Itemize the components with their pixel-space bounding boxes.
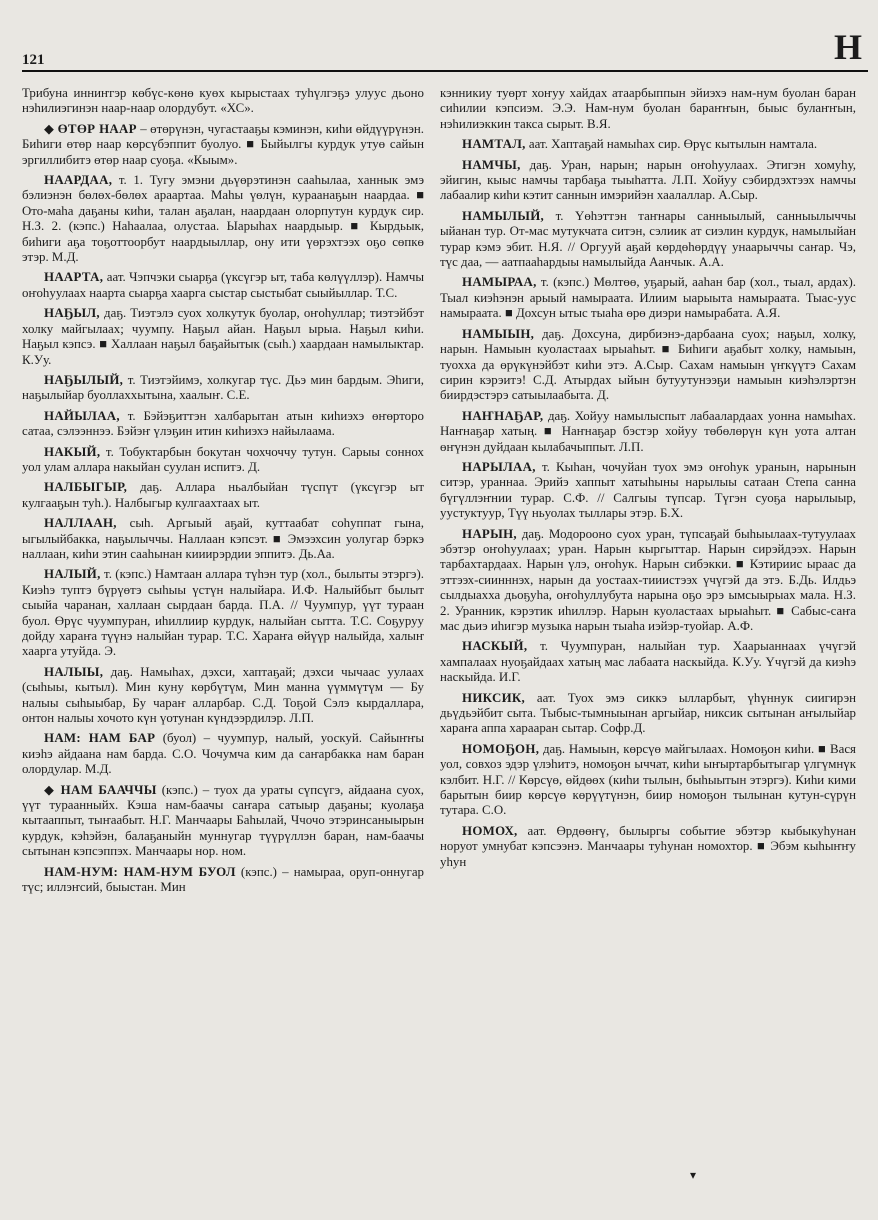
entry-text: даҕ. Хойуу намылыспыт лабаалардаах уонна намыһах. Наҥнаҕар хатың. ■ Наҥнаҕар бэстэр хойуу төбөлөрүн күн уота алтан өҥүнэн дуйдаан кылабачыппыт. Л.П. [440,408,856,454]
entry-text: Трибуна инниҥгэр көбүс-көнө куөх кырыстаах туһүлгэҕэ улуус дьоно нэһилиэгинэн наар-наар олордубут. «ХС». [22,86,424,116]
dictionary-entry [440,158,856,204]
entry-headword: НАҔЫЛ, [44,306,100,321]
dictionary-entry [440,824,856,870]
entry-text: даҕ. Намыын, көрсүө майгылаах. Номоҕон киһи. ■ Вася уол, совхоз эдэр үлэһитэ, номоҕон ыччат, киһи ыҥыртарбытыгар үлгүмнүк кэлбит. Н.Г. // Көрсүө, өйдөөх (киһи тылын, быһыытын этэргэ). Киһи кими барытын биир көрсүө көрүүтүнэн, биир номоҕон тылынан кутун-сүрүн тутара. С.О. [440,741,856,818]
dictionary-entry [22,86,424,117]
diamond-marker-icon: ◆ [44,121,55,136]
dictionary-entry [440,275,856,321]
entry-headword: НАМЧЫ, [462,157,521,172]
page-header [22,26,868,72]
dictionary-entry [440,691,856,737]
entry-headword: НАМТАЛ, [462,137,526,152]
entry-text: даҕ. Аллара ньалбыйан түспүт (үксүгэр ыт кулгааҕын туһ.). Налбыгыр кулгаахтаах ыт. [22,480,424,510]
dictionary-entry [22,865,424,896]
dictionary-entry [22,516,424,562]
entry-text: аат. Өрдөөҥү, былыргы событие эбэтэр кыбыкуһунан норуот умнубат кэпсээнэ. Манчаары туһунан номохтор. ■ Эбэм кыһыҥҥу уһун [440,823,856,869]
entry-text: даҕ. Уран, нарын; нарын оҥоһуулаах. Этигэн хомуһу, эйигин, кыыс намчы тарбаҕа тыыhатта. Л.П. Хойуу сэбирдэхтээх намчы лабаалир киһи кэтит саннын имэрийэн хаалаллар. А.Сыр. [440,157,856,203]
dictionary-entry [22,373,424,404]
dictionary-entry [440,460,856,522]
entry-headword: НААРТА, [44,270,104,285]
dictionary-entry [440,86,856,132]
dictionary-entry [440,137,856,152]
entry-text: т. Бэйэҕиттэн халбарытан атын киһиэхэ өҥөрторо сатаа, сэлээннээ. Бэйэҥ үлэҕин итин киһиэхэ найылаама. [22,408,424,439]
entry-text: аат. Хаптаҕай намыһах сир. Өрүс кытылын намталa. [525,137,818,152]
stray-mark: ▾ [690,1168,697,1182]
dictionary-entry [440,327,856,404]
entry-headword: НАМЫРАА, [462,275,537,290]
section-letter: Н [833,27,862,67]
entry-text: сыһ. Аргыый аҕай, куттаабат соһуппат гына, ыгылыйбакка, наҕылыччы. Наллаан кэпсэт. ■ Эмээхсин уолугар бэркэ наллаан, киһи этин сааһынан кииирэрдии эппитэ. Дь.Аа. [22,516,424,561]
dictionary-entry [22,731,424,777]
entry-text: даҕ. Тиэтэлэ суох холкутук буолар, оҥоһуллар; тиэтэйбэт холку майгылаах; чуумпу. Наҕыл айан. Наҕыл ырыа. Наҕыл киһи. Наҕыл кэпсэ. ■ Халлаан наҕыл баҕайытык (сыһ.) хаардаан намылыктар. К.Уу. [22,306,424,367]
entry-text: т. Тиэтэйимэ, холкугар түс. Дьэ мин бардым. Эһиги, наҕылыйар буоллаххытына, хаалыҥ. С.Е. [22,372,424,403]
entry-headword: НАҔЫЛЫЙ, [44,372,124,387]
dictionary-entry [440,527,856,635]
entry-text: кэнникиу туөрт хоҥуу хайдах атаарбыппын эйиэхэ нам-нум буолан баран сиһилии кэпсиэм. Э.Э. Нам-нум буолан бараҥҥын, быыс булаҥҥын, нэһилиэккин такса сырыт. В.Я. [440,86,856,131]
dictionary-entry [22,409,424,440]
entry-headword: НАКЫЙ, [44,444,101,459]
entry-headword: НАЛЫЙ, [44,567,101,582]
entry-text: – өтөрүнэн, чугастааҕы кэминэн, киһи өйдүүрүнэн. Биһиги өтөр наар көрсүбэппит буолуо. ■ Быйылгы курдук утуө сайын эргиллибитэ өтөр наар суоҕа. «Кыым». [22,121,424,167]
entry-headword: НАЛЫЫ, [44,664,104,679]
entry-text: т. 1. Тугу эмэни дьүөрэтинэн сааһылаа, ханнык эмэ бэлиэнэн бөлөх-бөлөх араартаа. Маһы үөлүн, кураанаҕын наардаа. ■ Ото-маһа даҕаны киһи, талан аҕалан, наардаан олорпутун курдук сир. Н.З. 2. (кэпс.) Наһаалаа, олустаа. Ыарыһах наардыыр. ■ Кырдьык, биһиги аҕа тоҕоттоорбут наардыыллар, ону ити үөрэхтээх оҕо сөпкө этэр. М.Д. [22,173,424,265]
entry-text: т. (кэпс.) Намтаан аллара түһэн тур (хол., былыты этэргэ). Киэһэ туптэ бүрүөтэ сыһыы үстүн налыйара. И.Ф. Налыйбыт былыт сыыйа чаранан, халлаан сырдаан барда. П.А. // Чуумпур, үүт тураан буол. Өрүс чуумпуран, иһиллиир курдук, налыйан сытта. Т.С. Соҕуруу дойду хараҥа түүнэ налыйан турар. Т.С. Хараҥа өйүүр налыйда, халыҥ хаарга утуйда. Э. [22,567,424,659]
entry-headword: НАМ БААЧЧЫ [60,782,157,797]
entry-text: даҕ. Намыһах, дэхси, хаптаҕай; дэхси чычаас уулаах (сыһыы, кытыл). Мин куну көрбүтүм, Мин манна үүммүтүм — Бу налыы сыһыыбар, Бу чараҥ алларбар. С.Д. Тоҕой Сэлэ кырдаллара, онтон налыы хочото күн үотунан күндээрдилэр. Л.П. [22,664,424,726]
entry-headword: НАРЫН, [462,526,517,541]
entry-headword: НАРЫЛАА, [462,459,536,474]
entry-headword: НАЛЛААН, [44,516,117,531]
dictionary-entry [22,480,424,511]
dictionary-entry [440,409,856,455]
right-column [440,86,856,875]
dictionary-entry [22,122,424,168]
entry-headword: НАМЫЫН, [462,326,535,341]
entry-headword: НАМ-НУМ: НАМ-НУМ БУОЛ [44,864,236,879]
entry-headword: НАЛБЫГЫР, [44,480,128,495]
dictionary-entry [22,783,424,860]
dictionary-entry [440,639,856,685]
entry-headword: НАМЫЛЫЙ, [462,208,545,223]
diamond-marker-icon: ◆ [44,782,56,797]
page-number: 121 [22,52,45,68]
header-rule [22,70,868,72]
dictionary-entry [22,665,424,727]
entry-text: т. (кэпс.) Мөлтөө, уҕарый, ааһан бар (хол., тыал, ардах). Тыал киэһэнэн арыый намыраата. Илиим ыарыыта намыраата. Тыас-уус намыраата. ■ Дохсун ытыс тыаһа өрө диэри намырабата. А.Я. [440,275,856,321]
entry-headword: НАМ: НАМ БАР [44,731,156,746]
entry-headword: НАСКЫЙ, [462,639,528,654]
entry-headword: НОМОҔОН, [462,741,540,756]
entry-text: аат. Туох эмэ сиккэ ылларбыт, үһүннук сиигирэн дьүдьэйбит сыта. Тыбыс-тымныынан аргыйар, никсик сытынан аҥылыйар хараҥа аппа хараaран сытар. Софр.Д. [440,690,856,736]
dictionary-entry [22,173,424,265]
entry-text: аат. Чэпчэки сыарҕа (үксүгэр ыт, таба көлүүллэр). Намчы оҥоһуулаах наарта сыарҕа хаарга сыстар сыстыбат сыыйыллар. Т.С. [22,270,424,300]
entry-text: т. Тобуктарбын бокутан чохчоччу тутун. Сарыы соннох уол улам аллара накыйан суулан испитэ. Д. [22,444,424,474]
entry-text: (кэпс.) – туох да ураты сүпсүгэ, айдаана суох, үүт тураанныйх. Кэша нам-баачы саҥара сатыыр даҕаны; куолаҕа кытааппыт, тыҥаабыт. Н.Г. Манчаары Баһылай, Ччочо этэринсаныырын курдук, кэһэйэн, балаҕаныйн муннугар түүрүллэн баран, нам-баачы сытынан кэпсэппэх. Манчаары нор. ном. [22,782,424,859]
dictionary-entry [22,306,424,368]
left-column [22,86,424,901]
entry-headword: НААРДАА, [44,173,113,188]
entry-headword: ӨТӨР НААР [57,121,137,136]
dictionary-entry [22,270,424,301]
entry-text: т. Кыһан, чочуйан туох эмэ оҥоһук уранын, нарынын ситэр, ураннаа. Эрийэ хаппыт хатыһыны нарылыы сатаан Степа санна бүгүллэҥнии турар. С.Ф. // Салгыы түпсар. Түгэн суоҕа нарылыыр, уустуктуур, Түү ньуолах тыллары этэр. Б.Х. [440,459,856,521]
entry-text: даҕ. Дохсуна, дирбиэнэ-дарбаана суох; наҕыл, холку, нарын. Намыын куоластаах ырыаhыт. ■ Биһиги аҕабыт холку, намыын, туохха да өрүкүнэйбэт киһи этэ. А.Сыр. Сахам намыын үҥкүүтэ Сахам сирин кэрэитэ! С.Д. Атырдах ыйын бутуутунээҕи намыын киэһэлэртэн биирдэстэрэ сатыылаабыта. Д. [440,326,856,403]
dictionary-entry [440,209,856,271]
entry-text: даҕ. Модорооно суох уран, түпсаҕай быһыылаах-тутуулаах эбэтэр оҥоһуулаах; уран. Нарын кыргыттар. Нарын сирэйдээх. Нарын тарбахтардаах. Нарын үлэ, оҥоһук. Нарын сибэкки. ■ Кэтириис ыраас да эттээх-сиинннэх, нарын да уостаах-тииистээх үчүгэй да этэ. Б.Дь. Илдьэ сылдыахха дьоҕуһа, оҥоһуллубута нарына оҕо эрэ ымсыырыах мала. Н.З. 2. Уранник, кэрэтик иһиллэр. Нарын куоластаах ырыаһыт. ■ Сабыс-саҥа мас дьиэ иһигэр музыка нарын тыаһа иэйэр-туойар. А.Ф. [440,526,856,633]
entry-headword: НАЙЫЛАА, [44,408,120,423]
entry-headword: НИКСИК, [462,690,526,705]
dictionary-entry [440,742,856,819]
dictionary-entry [22,445,424,476]
entry-headword: НАҤНАҔАР, [462,408,544,423]
entry-headword: НОМОХ, [462,823,518,838]
dictionary-entry [22,567,424,659]
entry-text: т. Чуумпуран, налыйан тур. Хаарыаннаах үчүгэй хампалаах нуоҕайдаах хатың мас лабаата наскыйда. К.Уу. Үчүгэй да киэһэ наскыйда. И.Г. [440,639,856,685]
entry-text: т. Үөһэттэн таҥнары санныылый, санныылыччы ыйанан тур. От-мас мутукчата ситэн, сэлиик ат сиэлин курдук, намылыйан турар кэмэ эбит. Н.Я. // Оргууй аҕай көрдөһөрдүү унаарыччы саҥар. Чэ, түс даа, — аатпааһардыы намылыйда Аанчык. А.А. [440,208,856,270]
entry-text: (кэпс.) – намыраа, оруп-оннугар түс; иллэҥсий, быыстан. Мин [22,864,425,895]
entry-text: (буол) – чуумпур, налый, уоскуй. Сайыҥҥы киэһэ айдаана нам барда. С.О. Чочумча ким да саҥарбакка нам баран олордулар. М.Д. [22,731,424,777]
